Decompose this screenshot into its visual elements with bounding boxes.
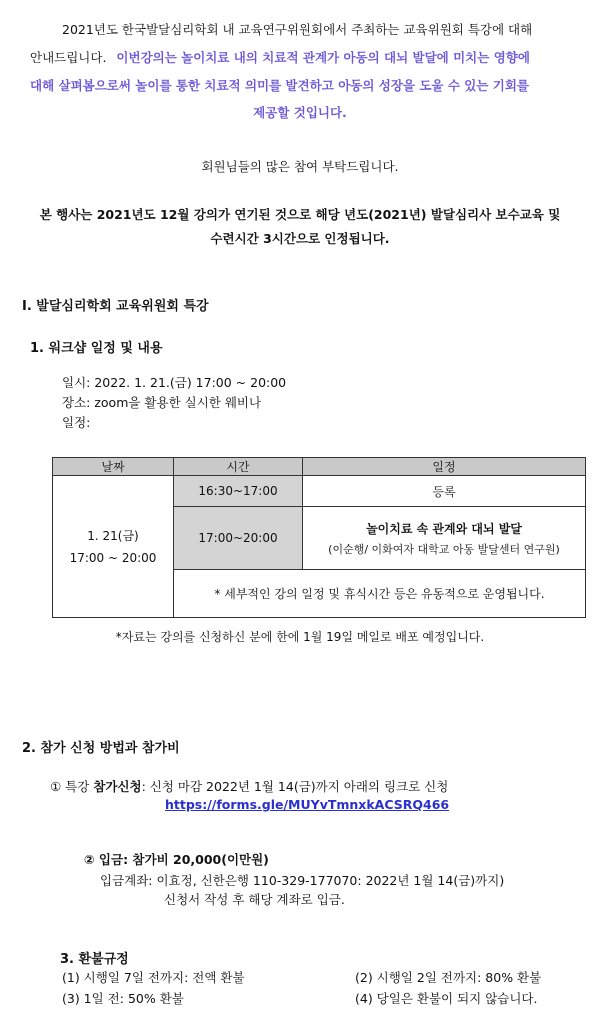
refund-rule-3: (3) 1일 전: 50% 환불 [62, 991, 184, 1006]
credit-notice-line-1: 본 행사는 2021년도 12월 강의가 연기된 것으로 해당 년도(2021년) 발달심리사 보수교육 및 [39, 207, 561, 222]
header-time: 시간 [174, 458, 303, 476]
refund-rule-1: (1) 시행일 7일 전까지: 전액 환불 [62, 970, 245, 985]
section-2-title: 2. 참가 신청 방법과 참가비 [22, 741, 180, 756]
header-date: 날짜 [53, 458, 174, 476]
workshop-date: 일시: 2022. 1. 21.(금) 17:00 ~ 20:00 [62, 375, 287, 390]
lecture-title: 놀이치료 속 관계와 대뇌 발달 [366, 521, 522, 536]
date-cell [53, 476, 174, 618]
date-cell-hours: 17:00 ~ 20:00 [69, 550, 157, 565]
registration-deadline: : 신청 마감 2022년 1월 14(금)까지 아래의 링크로 신청 [141, 779, 449, 794]
intro-highlight-2: 대해 살펴봄으로써 놀이를 통한 치료적 의미를 발견하고 아동의 성장을 도울 수 있는 기회를 [30, 78, 529, 93]
participation-request: 회원님들의 많은 참여 부탁드립니다. [201, 159, 399, 174]
intro-line-1: 2021년도 한국발달심리학회 내 교육연구위원회에서 주최하는 교육위원회 특강에 대해 [62, 22, 533, 37]
intro-line-2 [30, 48, 530, 66]
table-row [53, 476, 586, 507]
materials-note: *자료는 강의를 신청하신 분에 한에 1월 19일 메일로 배포 예정입니다. [115, 630, 485, 644]
event-cell-lecture [303, 507, 586, 570]
section-1-title: I. 발달심리학회 교육위원회 특강 [22, 299, 209, 314]
credit-notice-line-2: 수련시간 3시간으로 인정됩니다. [210, 231, 390, 246]
header-event: 일정 [303, 458, 586, 476]
section-3-title: 3. 환불규정 [60, 952, 129, 967]
registration-label: 참가신청 [93, 779, 142, 794]
table-header-row [53, 458, 586, 476]
lecture-speaker: (이순행/ 이화여자 대학교 아동 발달센터 연구원) [328, 542, 560, 556]
registration-prefix: ① 특강 [50, 779, 94, 794]
workshop-place: 장소: zoom을 활용한 실시한 웨비나 [62, 395, 262, 410]
date-cell-day: 1. 21(금) [87, 528, 139, 543]
intro-highlight-1: 이번강의는 놀이치료 내의 치료적 관계가 아동의 대뇌 발달에 미치는 영향에 [116, 50, 530, 65]
workshop-subtitle: 1. 워크샵 일정 및 내용 [30, 341, 163, 356]
intro-highlight-3: 제공할 것입니다. [253, 105, 347, 120]
refund-rule-2: (2) 시행일 2일 전까지: 80% 환불 [355, 970, 542, 985]
registration-item [50, 777, 448, 795]
registration-form-link[interactable]: https://forms.gle/MUYvTmnxkACSRQ466 [165, 797, 450, 812]
workshop-schedule-label: 일정: [62, 415, 91, 430]
time-cell-registration: 16:30~17:00 [174, 476, 303, 507]
time-cell-lecture: 17:00~20:00 [174, 507, 303, 570]
schedule-table [52, 457, 586, 618]
payment-account: 입금계좌: 이효정, 신한은행 110-329-177070: 2022년 1월 14(금)까지) [100, 873, 505, 888]
payment-item: ② 입금: 참가비 20,000(이만원) [84, 852, 269, 867]
refund-rule-4: (4) 당일은 환불이 되지 않습니다. [355, 991, 538, 1006]
payment-instruction: 신청서 작성 후 해당 계좌로 입금. [164, 892, 345, 907]
schedule-note-cell: * 세부적인 강의 일정 및 휴식시간 등은 유동적으로 운영됩니다. [174, 570, 586, 618]
intro-line-2-prefix: 안내드립니다. [30, 50, 107, 65]
event-cell-registration: 등록 [303, 476, 586, 507]
